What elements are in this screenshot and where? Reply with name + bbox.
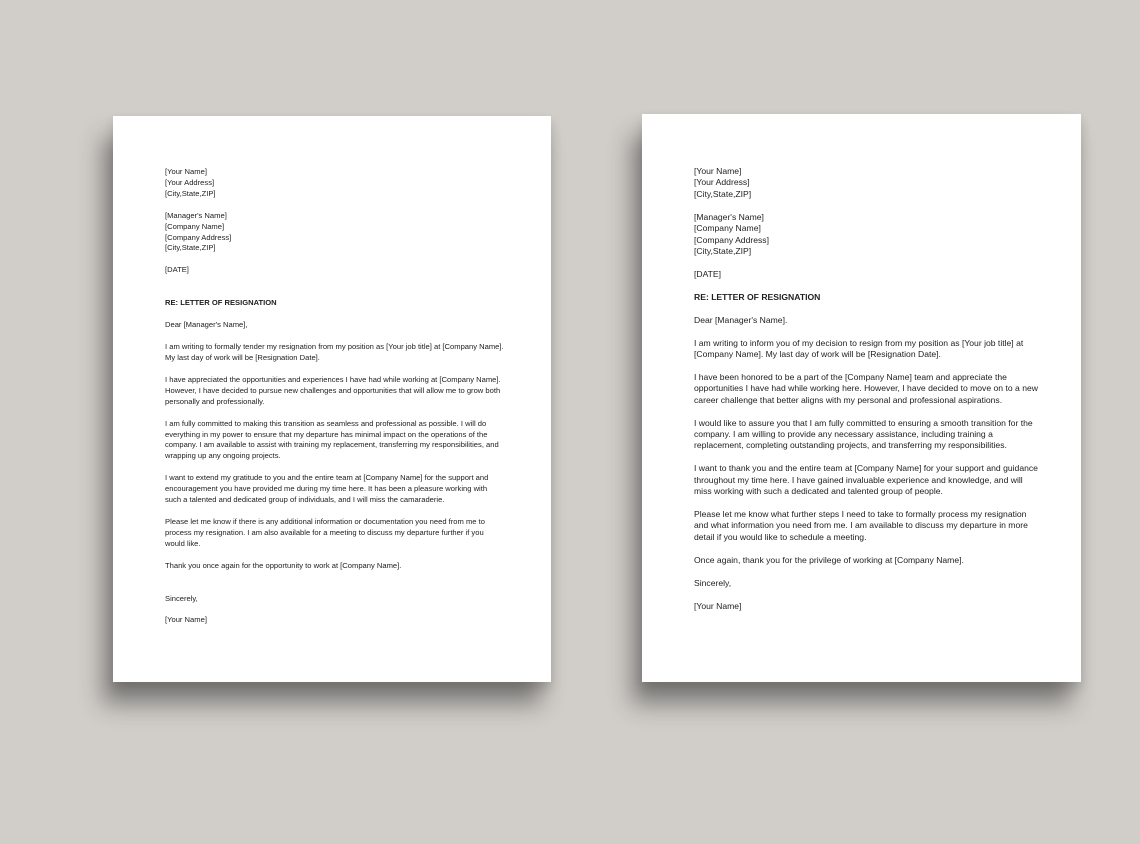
- sender-address-block: [694, 166, 1039, 200]
- letter-signature: [Your Name]: [694, 600, 742, 611]
- letter-content: [694, 166, 1039, 612]
- letter-subject: RE: LETTER OF RESIGNATION: [165, 298, 277, 308]
- body-paragraph: I want to extend my gratitude to you and the entire team at [Company Name] for the support and encouragement you have provided me during my time here. It has been a pleasure working with such a talented and dedicated group of individuals, and I will miss the camaraderie.: [165, 473, 489, 505]
- body-paragraph: Please let me know if there is any additional information or documentation you need from me to process my resignation. I am also available for a meeting to discuss my departure further if you would like.: [165, 516, 485, 548]
- sender-city-state-zip: [City,State,ZIP]: [165, 188, 216, 198]
- sender-name: [Your Name]: [694, 166, 742, 176]
- recipient-company-address: [Company Address]: [694, 234, 769, 245]
- recipient-company: [Company Name]: [694, 223, 761, 234]
- letter-signature: [Your Name]: [165, 615, 207, 625]
- body-paragraph: I am writing to inform you of my decision to resign from my position as [Your job title] at [Company Name]. My last day of work will be [Resignation Date].: [694, 337, 1024, 359]
- letter-content: [165, 167, 505, 626]
- sender-city-state-zip: [City,State,ZIP]: [694, 188, 752, 199]
- recipient-company: [Company Name]: [165, 221, 225, 231]
- letter-salutation: Dear [Manager's Name],: [165, 320, 248, 330]
- letter-subject: RE: LETTER OF RESIGNATION: [694, 291, 821, 302]
- recipient-company-address: [Company Address]: [165, 232, 232, 242]
- recipient-address-block: [694, 212, 1039, 258]
- letter-page-right: [642, 114, 1081, 682]
- letter-salutation: Dear [Manager's Name].: [694, 314, 788, 325]
- recipient-city-state-zip: [City,State,ZIP]: [694, 245, 752, 256]
- body-paragraph: I am writing to formally tender my resignation from my position as [Your job title] at [Company Name]. My last day of work will be [Resignation Date].: [165, 342, 504, 362]
- sender-address-block: [165, 167, 505, 200]
- body-paragraph: I would like to assure you that I am fully committed to ensuring a smooth transition for the company. I am willing to provide any necessary assistance, including training a replacement, completing outstanding projects, and transferring my responsibilities.: [694, 417, 1033, 451]
- body-paragraph: I have been honored to be a part of the [Company Name] team and appreciate the opportunities I have had while working here. However, I have decided to move on to a new career challenge that better aligns with my personal and professional aspirations.: [694, 371, 1038, 405]
- sender-name: [Your Name]: [165, 167, 207, 176]
- letter-closing: Sincerely,: [165, 593, 198, 603]
- sender-address: [Your Address]: [165, 177, 215, 187]
- body-paragraph: I have appreciated the opportunities and experiences I have had while working at [Company Name]. However, I have decided to pursue new challenges and opportunities that will allow me to grow both personally and professionally.: [165, 374, 501, 406]
- body-paragraph: I am fully committed to making this transition as seamless and professional as possible. I will do everything in my power to ensure that my departure has minimal impact on the operations of the company. I am available to assist with training my replacement, transferring my responsibilities, and wrapping up any ongoing projects.: [165, 418, 499, 461]
- recipient-city-state-zip: [City,State,ZIP]: [165, 243, 216, 253]
- body-paragraph: Once again, thank you for the privilege of working at [Company Name].: [694, 554, 964, 565]
- letter-closing: Sincerely,: [694, 577, 732, 588]
- body-paragraph: Please let me know what further steps I need to take to formally process my resignation and what information you need from me. I am available to discuss my departure in more detail if you would like to schedule a meeting.: [694, 509, 1028, 542]
- letter-page-left: [113, 116, 551, 682]
- recipient-address-block: [165, 211, 505, 255]
- letter-date: [DATE]: [165, 265, 189, 275]
- sender-address: [Your Address]: [694, 177, 750, 188]
- body-paragraph: I want to thank you and the entire team at [Company Name] for your support and guidance throughout my time here. I have gained invaluable experience and knowledge, and will miss working with such a dedicated and talented group of people.: [694, 463, 1038, 497]
- recipient-name: [Manager's Name]: [694, 211, 764, 222]
- letter-date: [DATE]: [694, 268, 722, 279]
- recipient-name: [Manager's Name]: [165, 210, 227, 220]
- body-paragraph: Thank you once again for the opportunity to work at [Company Name].: [165, 560, 402, 570]
